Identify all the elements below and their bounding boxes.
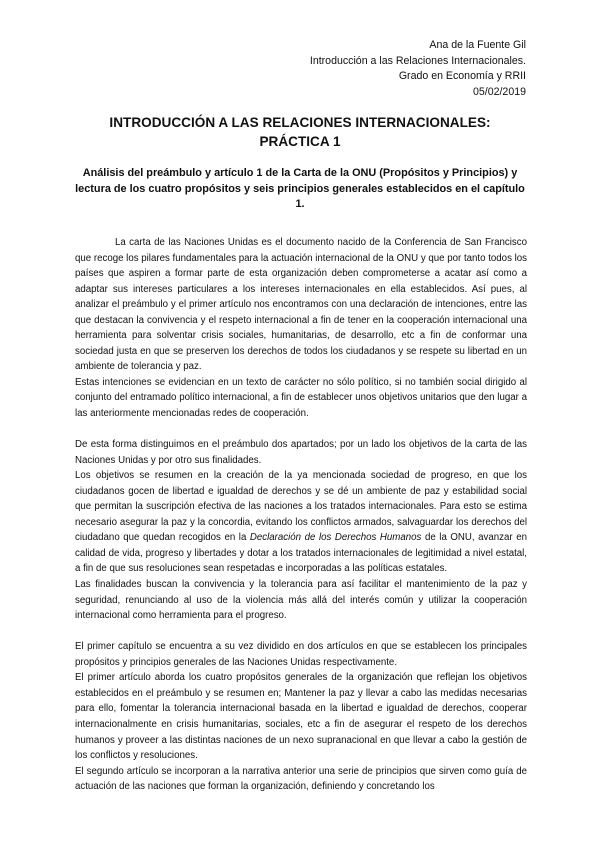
document-header	[310, 38, 526, 100]
paragraph-article-one: El primer artículo aborda los cuatro propósitos generales de la organización que reflejan los objetivos establecidos en el preámbulo y se resumen en; Mantener la paz y llevar a cabo las medidas necesarias para ello, fomentar la tolerancia internacional basada en la libertad e igualdad de derechos, cooperar internacionalmente en crisis humanitarias, sociales, etc a fin de asegurar el respeto de los derechos humanos y proveer a las distintas naciones de un nexo supranacional en que llevar a cabo la gestión de los conflictos y resoluciones.	[75, 672, 527, 762]
paragraph-intentions: Estas intenciones se evidencian en un texto de carácter no sólo político, si no también social dirigido al conjunto del entramado político internacional, a fin de establecer unos objetivos unitarios que den lugar a las anteriormente mencionadas redes de cooperación.	[75, 376, 527, 420]
paragraph-chapter-one: El primer capítulo se encuentra a su vez dividido en dos artículos en que se establecen los principales propósitos y principios generales de las Naciones Unidas respectivamente.	[75, 641, 527, 668]
title-line-2: PRÁCTICA 1	[259, 134, 341, 149]
document-date: 05/02/2019	[472, 85, 526, 98]
human-rights-declaration: Declaración de los Derechos Humanos	[249, 532, 422, 544]
author-name: Ana de la Fuente Gil	[429, 39, 526, 51]
title-line-1: INTRODUCCIÓN A LAS RELACIONES INTERNACIONALES:	[109, 115, 491, 130]
objectives-text-a: Los objetivos se resumen en la creación de la ya mencionada sociedad de progreso, en que los ciudadanos gocen de libertad e igualdad de derechos y se dé un ambiente de paz y estabilidad social que permitan la suscripción efectiva de las naciones a los tratados internacionales. Para esto se estima necesario asegurar la paz y la concordia, evitando los conflictos armados, salvaguardar los derechos del ciudadano que quedan recogidos en la	[75, 470, 527, 544]
document-title	[70, 113, 530, 151]
objectives-text-b: de la ONU, avanzar en calidad de vida, progreso y libertades y dotar a los tratados internacionales de legitimidad a nivel estatal, a fin de que sus resoluciones sean respetadas e incorporadas a las políticas estatales.	[75, 532, 527, 575]
paragraph-article-two: El segundo artículo se incorporan a la narrativa anterior una serie de principios que sirven como guía de actuación de las naciones que forman la organización, definiendo y concretando los	[75, 765, 527, 793]
paragraph-purposes: Las finalidades buscan la convivencia y la tolerancia para así facilitar el mantenimiento de la paz y seguridad, renunciando al uso de la violencia más allá del interés común y utilizar la cooperación internacional como herramienta para el progreso.	[75, 579, 527, 622]
document-body	[75, 235, 527, 795]
paragraph-objectives	[75, 468, 527, 577]
degree-name: Grado en Economía y RRII	[398, 70, 526, 82]
paragraph-preamble: De esta forma distinguimos en el preámbulo dos apartados; por un lado los objetivos de la carta de las Naciones Unidas y por otro sus finalidades.	[75, 439, 527, 466]
course-name: Introducción a las Relaciones Internacionales.	[309, 54, 526, 67]
document-subtitle: Análisis del preámbulo y artículo 1 de la Carta de la ONU (Propósitos y Principios) y lectura de los cuatro propósitos y seis principios generales establecidos en el capítulo 1.	[75, 167, 525, 211]
paragraph-intro: La carta de las Naciones Unidas es el documento nacido de la Conferencia de San Francisco que recoge los pilares fundamentales para la actuación internacional de la ONU y que por tanto todos los países que aspiren a formar parte de esta organización deben comprometerse a acatar así como a adaptar sus intereses particulares a los intereses internacionales en ella establecidos. Así pues, al analizar el preámbulo y el primer artículo nos encontramos con una declaración de intenciones, entre las que destacan la convivencia y el respeto internacional a fin de tener en la cooperación internacional una herramienta para solventar crisis sociales, humanitarias, de desarrollo, etc a fin de conformar una sociedad justa en que se preserven los derechos de todos los ciudadanos y se respete su libertad en un ambiente de tolerancia y paz.	[75, 237, 527, 373]
